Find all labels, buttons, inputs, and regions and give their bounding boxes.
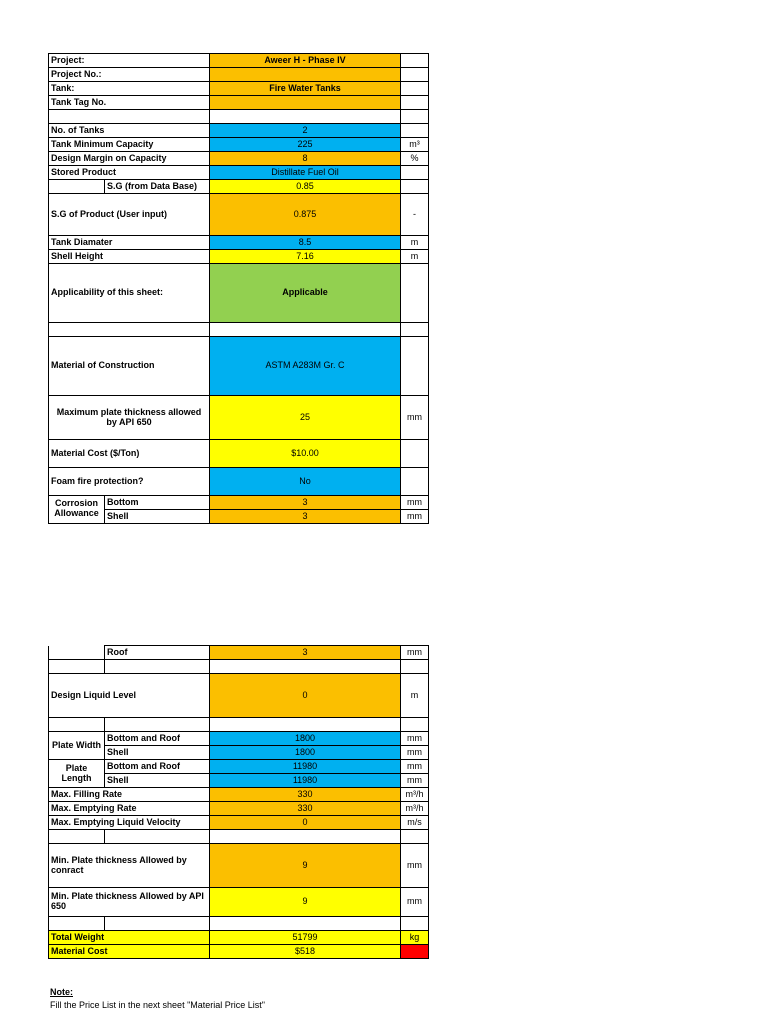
material-label: Material of Construction bbox=[49, 337, 210, 396]
empty-cell bbox=[401, 264, 429, 323]
max-plate-label: Maximum plate thickness allowed by API 650 bbox=[49, 396, 210, 440]
corr-shell-unit: mm bbox=[401, 510, 429, 524]
empty-cell bbox=[401, 110, 429, 124]
row-spacer bbox=[49, 718, 429, 732]
corrosion-label: Corrosion Allowance bbox=[49, 496, 105, 524]
row-material-cost-total bbox=[49, 945, 429, 959]
empty-vel-label: Max. Emptying Liquid Velocity bbox=[49, 816, 210, 830]
empty-cell bbox=[401, 917, 429, 931]
no-tanks-value[interactable]: 2 bbox=[210, 124, 401, 138]
applicability-value: Applicable bbox=[210, 264, 401, 323]
pl-bottom-roof-value[interactable]: 11980 bbox=[210, 760, 401, 774]
project-label: Project: bbox=[49, 54, 210, 68]
pw-bottom-roof-unit: mm bbox=[401, 732, 429, 746]
pw-bottom-roof-label: Bottom and Roof bbox=[105, 732, 210, 746]
empty-vel-value[interactable]: 0 bbox=[210, 816, 401, 830]
empty-cell bbox=[401, 660, 429, 674]
diameter-value[interactable]: 8.5 bbox=[210, 236, 401, 250]
applicability-label: Applicability of this sheet: bbox=[49, 264, 210, 323]
row-min-api bbox=[49, 888, 429, 917]
total-weight-unit: kg bbox=[401, 931, 429, 945]
project-no-label: Project No.: bbox=[49, 68, 210, 82]
row-project bbox=[49, 54, 429, 68]
max-plate-unit: mm bbox=[401, 396, 429, 440]
row-diameter bbox=[49, 236, 429, 250]
min-capacity-value[interactable]: 225 bbox=[210, 138, 401, 152]
shell-height-unit: m bbox=[401, 250, 429, 264]
min-api-value: 9 bbox=[210, 888, 401, 917]
total-weight-value: 51799 bbox=[210, 931, 401, 945]
tank-tag-label: Tank Tag No. bbox=[49, 96, 210, 110]
min-capacity-label: Tank Minimum Capacity bbox=[49, 138, 210, 152]
design-margin-value[interactable]: 8 bbox=[210, 152, 401, 166]
min-contract-value[interactable]: 9 bbox=[210, 844, 401, 888]
row-no-tanks bbox=[49, 124, 429, 138]
empty-rate-value[interactable]: 330 bbox=[210, 802, 401, 816]
row-empty-rate bbox=[49, 802, 429, 816]
row-plate-width-bottom-roof bbox=[49, 732, 429, 746]
empty-cell bbox=[210, 830, 401, 844]
stored-product-label: Stored Product bbox=[49, 166, 210, 180]
row-corrosion-roof bbox=[49, 646, 429, 660]
pl-shell-unit: mm bbox=[401, 774, 429, 788]
design-level-label: Design Liquid Level bbox=[49, 674, 210, 718]
empty-cell bbox=[210, 110, 401, 124]
fill-rate-label: Max. Filling Rate bbox=[49, 788, 210, 802]
sg-db-value: 0.85 bbox=[210, 180, 401, 194]
corr-bottom-unit: mm bbox=[401, 496, 429, 510]
status-flag-cell bbox=[401, 945, 429, 959]
empty-cell bbox=[401, 337, 429, 396]
empty-cell bbox=[49, 180, 105, 194]
tank-data-sheet-page-1 bbox=[48, 53, 429, 524]
row-tank bbox=[49, 82, 429, 96]
row-plate-length-shell bbox=[49, 774, 429, 788]
tank-tag-value[interactable] bbox=[210, 96, 401, 110]
shell-height-value: 7.16 bbox=[210, 250, 401, 264]
fill-rate-unit: m³/h bbox=[401, 788, 429, 802]
pw-shell-value[interactable]: 1800 bbox=[210, 746, 401, 760]
empty-cell bbox=[401, 96, 429, 110]
sg-user-unit: - bbox=[401, 194, 429, 236]
empty-cell bbox=[401, 124, 429, 138]
max-plate-value: 25 bbox=[210, 396, 401, 440]
empty-cell bbox=[49, 323, 210, 337]
empty-cell bbox=[210, 323, 401, 337]
corr-bottom-value[interactable]: 3 bbox=[210, 496, 401, 510]
row-total-weight bbox=[49, 931, 429, 945]
fill-rate-value[interactable]: 330 bbox=[210, 788, 401, 802]
total-weight-label: Total Weight bbox=[49, 931, 210, 945]
row-min-contract bbox=[49, 844, 429, 888]
tank-label: Tank: bbox=[49, 82, 210, 96]
empty-cell bbox=[49, 110, 210, 124]
row-applicability bbox=[49, 264, 429, 323]
empty-cell bbox=[210, 660, 401, 674]
design-margin-unit: % bbox=[401, 152, 429, 166]
min-contract-unit: mm bbox=[401, 844, 429, 888]
empty-cell bbox=[401, 68, 429, 82]
row-sg-db bbox=[49, 180, 429, 194]
row-design-level bbox=[49, 674, 429, 718]
empty-cell bbox=[401, 54, 429, 68]
empty-rate-unit: m³/h bbox=[401, 802, 429, 816]
foam-label: Foam fire protection? bbox=[49, 468, 210, 496]
row-min-capacity bbox=[49, 138, 429, 152]
row-design-margin bbox=[49, 152, 429, 166]
row-material-cost bbox=[49, 440, 429, 468]
empty-cell bbox=[401, 830, 429, 844]
empty-cell bbox=[401, 718, 429, 732]
no-tanks-label: No. of Tanks bbox=[49, 124, 210, 138]
empty-cell bbox=[105, 830, 210, 844]
row-stored-product bbox=[49, 166, 429, 180]
shell-height-label: Shell Height bbox=[49, 250, 210, 264]
row-shell-height bbox=[49, 250, 429, 264]
tank-value[interactable]: Fire Water Tanks bbox=[210, 82, 401, 96]
row-material bbox=[49, 337, 429, 396]
corr-roof-unit: mm bbox=[401, 646, 429, 660]
empty-cell bbox=[49, 917, 105, 931]
project-value[interactable]: Aweer H - Phase IV bbox=[210, 54, 401, 68]
row-plate-length-bottom-roof bbox=[49, 760, 429, 774]
empty-cell bbox=[401, 166, 429, 180]
empty-cell bbox=[210, 718, 401, 732]
min-contract-label: Min. Plate thickness Allowed by conract bbox=[49, 844, 210, 888]
page-break-gap bbox=[0, 537, 768, 645]
material-value[interactable]: ASTM A283M Gr. C bbox=[210, 337, 401, 396]
pw-shell-label: Shell bbox=[105, 746, 210, 760]
pw-bottom-roof-value[interactable]: 1800 bbox=[210, 732, 401, 746]
row-spacer bbox=[49, 917, 429, 931]
row-corrosion-shell bbox=[49, 510, 429, 524]
min-capacity-unit: m³ bbox=[401, 138, 429, 152]
empty-cell bbox=[210, 917, 401, 931]
tank-data-sheet-page-2 bbox=[48, 645, 429, 959]
row-empty-velocity bbox=[49, 816, 429, 830]
empty-cell bbox=[49, 646, 105, 660]
empty-cell bbox=[105, 660, 210, 674]
corr-bottom-label: Bottom bbox=[105, 496, 210, 510]
empty-cell bbox=[401, 440, 429, 468]
design-margin-label: Design Margin on Capacity bbox=[49, 152, 210, 166]
empty-cell bbox=[49, 660, 105, 674]
row-tank-tag bbox=[49, 96, 429, 110]
row-foam bbox=[49, 468, 429, 496]
material-cost-label: Material Cost ($/Ton) bbox=[49, 440, 210, 468]
row-project-no bbox=[49, 68, 429, 82]
corr-shell-label: Shell bbox=[105, 510, 210, 524]
min-api-unit: mm bbox=[401, 888, 429, 917]
pl-bottom-roof-label: Bottom and Roof bbox=[105, 760, 210, 774]
empty-vel-unit: m/s bbox=[401, 816, 429, 830]
corr-roof-label: Roof bbox=[105, 646, 210, 660]
row-spacer bbox=[49, 660, 429, 674]
diameter-unit: m bbox=[401, 236, 429, 250]
plate-length-label: Plate Length bbox=[49, 760, 105, 788]
row-sg-user bbox=[49, 194, 429, 236]
foam-value[interactable]: No bbox=[210, 468, 401, 496]
empty-cell bbox=[49, 830, 105, 844]
mat-cost-total-value: $518 bbox=[210, 945, 401, 959]
diameter-label: Tank Diamater bbox=[49, 236, 210, 250]
notes-line-1: Fill the Price List in the next sheet "Material Price List" bbox=[50, 1000, 265, 1010]
plate-width-label: Plate Width bbox=[49, 732, 105, 760]
row-corrosion-bottom bbox=[49, 496, 429, 510]
row-spacer bbox=[49, 110, 429, 124]
min-api-label: Min. Plate thickness Allowed by API 650 bbox=[49, 888, 210, 917]
empty-cell bbox=[401, 468, 429, 496]
pl-bottom-roof-unit: mm bbox=[401, 760, 429, 774]
row-spacer bbox=[49, 830, 429, 844]
corr-shell-value[interactable]: 3 bbox=[210, 510, 401, 524]
notes-title: Note: bbox=[50, 987, 73, 997]
project-no-value[interactable] bbox=[210, 68, 401, 82]
empty-cell bbox=[49, 718, 105, 732]
design-level-value[interactable]: 0 bbox=[210, 674, 401, 718]
empty-cell bbox=[105, 718, 210, 732]
material-cost-value: $10.00 bbox=[210, 440, 401, 468]
empty-cell bbox=[401, 323, 429, 337]
pl-shell-value[interactable]: 11980 bbox=[210, 774, 401, 788]
empty-cell bbox=[401, 82, 429, 96]
stored-product-value[interactable]: Distillate Fuel Oil bbox=[210, 166, 401, 180]
row-plate-width-shell bbox=[49, 746, 429, 760]
sg-db-label: S.G (from Data Base) bbox=[105, 180, 210, 194]
empty-rate-label: Max. Emptying Rate bbox=[49, 802, 210, 816]
notes-section bbox=[50, 986, 265, 1012]
empty-cell bbox=[105, 917, 210, 931]
design-level-unit: m bbox=[401, 674, 429, 718]
row-max-plate bbox=[49, 396, 429, 440]
sg-user-label: S.G of Product (User input) bbox=[49, 194, 210, 236]
sg-user-value[interactable]: 0.875 bbox=[210, 194, 401, 236]
pl-shell-label: Shell bbox=[105, 774, 210, 788]
row-spacer bbox=[49, 323, 429, 337]
corr-roof-value[interactable]: 3 bbox=[210, 646, 401, 660]
row-fill-rate bbox=[49, 788, 429, 802]
empty-cell bbox=[401, 180, 429, 194]
mat-cost-total-label: Material Cost bbox=[49, 945, 210, 959]
pw-shell-unit: mm bbox=[401, 746, 429, 760]
